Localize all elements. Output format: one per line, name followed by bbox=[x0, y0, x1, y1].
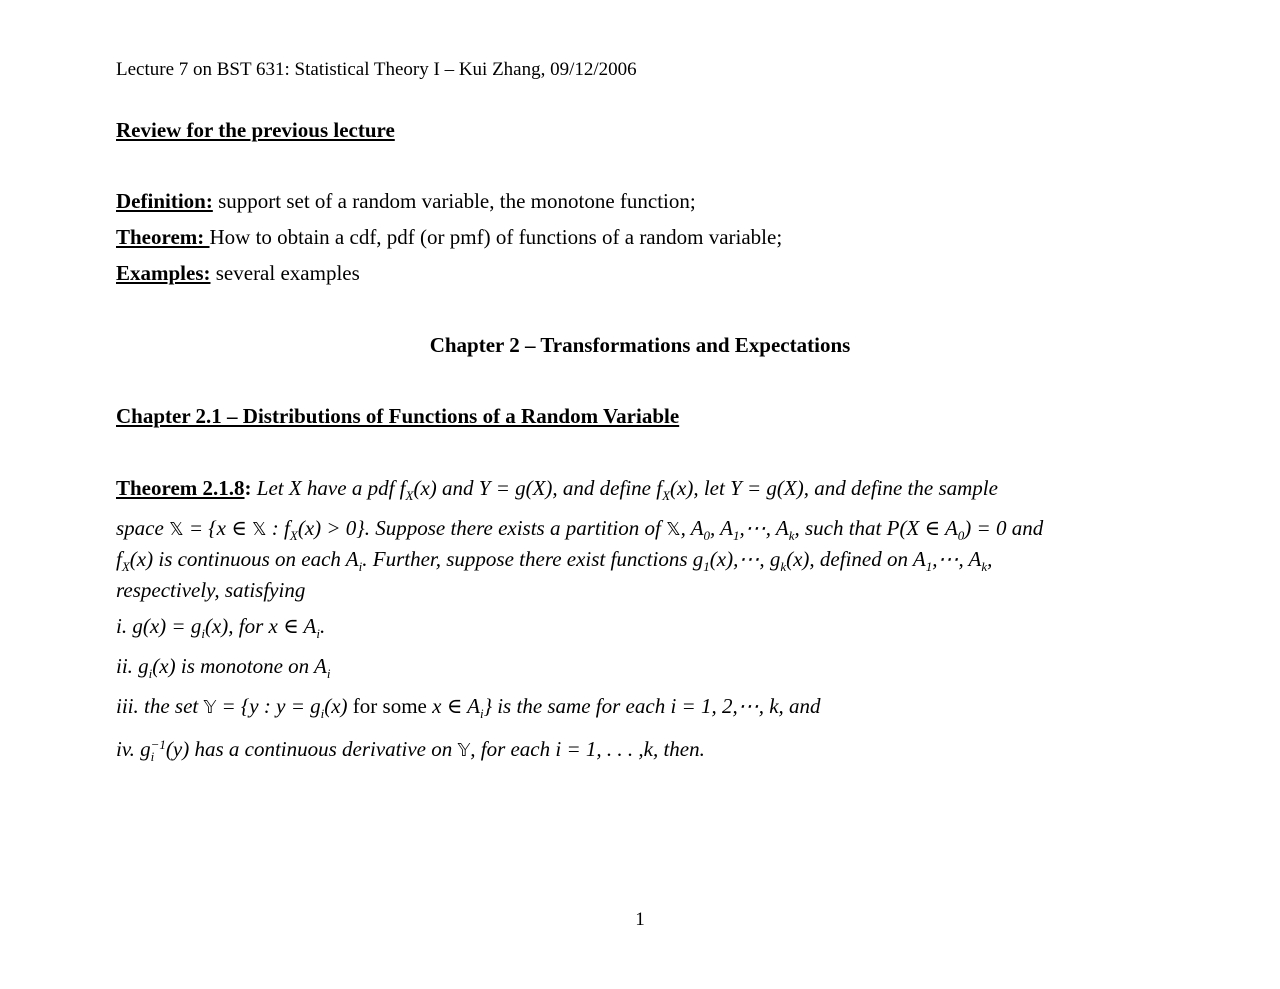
t2-sub: k bbox=[788, 528, 795, 544]
t2-h: , such that P(X ∈ A bbox=[794, 516, 958, 540]
theorem-line-4: respectively, satisfying bbox=[116, 578, 306, 602]
ciii-a: iii. the set bbox=[116, 694, 204, 718]
section-heading: Chapter 2.1 – Distributions of Functions of a Random Variable bbox=[116, 404, 680, 428]
ciii-sub: i bbox=[320, 706, 325, 722]
ciii-d: x ∈ A bbox=[426, 694, 480, 718]
blackboard-x-symbol: 𝕏 bbox=[252, 519, 267, 540]
t2-i: ) = 0 and bbox=[964, 516, 1044, 540]
t1-a: Let X have a pdf f bbox=[251, 476, 406, 500]
chapter-heading: Chapter 2 – Transformations and Expectations bbox=[429, 333, 851, 357]
civ-a: iv. g bbox=[116, 737, 151, 761]
ciii-upright: for some bbox=[352, 694, 427, 718]
t2-c: : f bbox=[266, 516, 290, 540]
theorem-text: How to obtain a cdf, pdf (or pmf) of functions of a random variable; bbox=[209, 225, 783, 249]
condition-iv bbox=[116, 737, 705, 763]
ciii-b: = {y : y = g bbox=[216, 694, 321, 718]
t3-sub: k bbox=[780, 559, 787, 575]
t3-a: f bbox=[116, 547, 122, 571]
civ-c: , for each i = 1, . . . ,k, then. bbox=[470, 737, 705, 761]
ciii-sub: i bbox=[479, 706, 484, 722]
t2-g: ,⋯, A bbox=[739, 516, 789, 540]
cii-b: (x) is monotone on A bbox=[152, 654, 327, 678]
ci-a: i. g(x) = g bbox=[116, 614, 202, 638]
definition-text: support set of a random variable, the monotone function; bbox=[212, 189, 696, 213]
blackboard-x-symbol: 𝕏 bbox=[666, 519, 681, 540]
t3-sub: 1 bbox=[925, 559, 933, 575]
review-definition bbox=[116, 189, 696, 213]
blackboard-y-symbol: 𝕐 bbox=[203, 697, 217, 718]
theorem-colon: : bbox=[244, 476, 252, 500]
t3-sub: k bbox=[981, 559, 988, 575]
review-examples bbox=[116, 261, 360, 285]
theorem-line-1 bbox=[116, 476, 998, 504]
t2-e: , A bbox=[680, 516, 704, 540]
ci-sub: i bbox=[316, 626, 320, 642]
t1-c: (x), let Y = g(X), and define the sample bbox=[670, 476, 998, 500]
civ-sup: −1 bbox=[150, 737, 166, 753]
t2-d: (x) > 0}. Suppose there exists a partition of bbox=[297, 516, 667, 540]
t3-sub: X bbox=[121, 559, 130, 575]
ci-sub: i bbox=[201, 626, 205, 642]
blackboard-x-symbol: 𝕏 bbox=[169, 519, 184, 540]
theorem-label: Theorem: bbox=[116, 225, 210, 249]
t2-sub: 1 bbox=[733, 528, 740, 544]
page-number: 1 bbox=[635, 909, 645, 930]
definition-label: Definition: bbox=[116, 189, 213, 213]
t2-sub: 0 bbox=[957, 528, 965, 544]
ciii-c: (x) bbox=[324, 694, 353, 718]
blackboard-y-symbol: 𝕐 bbox=[457, 740, 471, 761]
theorem-line-3 bbox=[116, 547, 993, 575]
t3-f: ,⋯, A bbox=[932, 547, 982, 571]
cii-sub: i bbox=[148, 666, 153, 682]
t3-b: (x) is continuous on each A bbox=[129, 547, 359, 571]
t3-e: (x), defined on A bbox=[786, 547, 926, 571]
lecture-header: Lecture 7 on BST 631: Statistical Theory I – Kui Zhang, 09/12/2006 bbox=[116, 59, 637, 80]
examples-text: several examples bbox=[210, 261, 360, 285]
t3-c: . Further, suppose there exist functions g bbox=[362, 547, 704, 571]
review-heading: Review for the previous lecture bbox=[116, 118, 395, 142]
civ-sub: i bbox=[150, 749, 155, 765]
theorem-2-1-8-label: Theorem 2.1.8 bbox=[116, 476, 245, 500]
t3-sub: i bbox=[358, 559, 363, 575]
t2-sub: 0 bbox=[703, 528, 711, 544]
t2-sub: X bbox=[289, 528, 298, 544]
civ-b: (y) has a continuous derivative on bbox=[165, 737, 458, 761]
t3-d: (x),⋯, g bbox=[709, 547, 781, 571]
ciii-e: } is the same for each i = 1, 2,⋯, k, and bbox=[483, 694, 821, 718]
theorem-line-2 bbox=[116, 516, 1043, 542]
t2-f: , A bbox=[710, 516, 733, 540]
t2-b: = {x ∈ bbox=[183, 516, 253, 540]
t1-sub: X bbox=[662, 488, 671, 504]
condition-iii bbox=[116, 694, 821, 720]
t3-g: , bbox=[987, 547, 993, 571]
condition-ii bbox=[116, 654, 331, 682]
cii-sub: i bbox=[326, 666, 331, 682]
t1-b: (x) and Y = g(X), and define f bbox=[413, 476, 663, 500]
ci-b: (x), for x ∈ A bbox=[204, 614, 317, 638]
examples-label: Examples: bbox=[116, 261, 211, 285]
t1-sub: X bbox=[405, 488, 414, 504]
review-theorem bbox=[116, 225, 782, 249]
ci-c: . bbox=[319, 614, 326, 638]
condition-i bbox=[116, 614, 326, 642]
t3-sub: 1 bbox=[703, 559, 710, 575]
cii-a: ii. g bbox=[116, 654, 149, 678]
t2-a: space bbox=[116, 516, 170, 540]
